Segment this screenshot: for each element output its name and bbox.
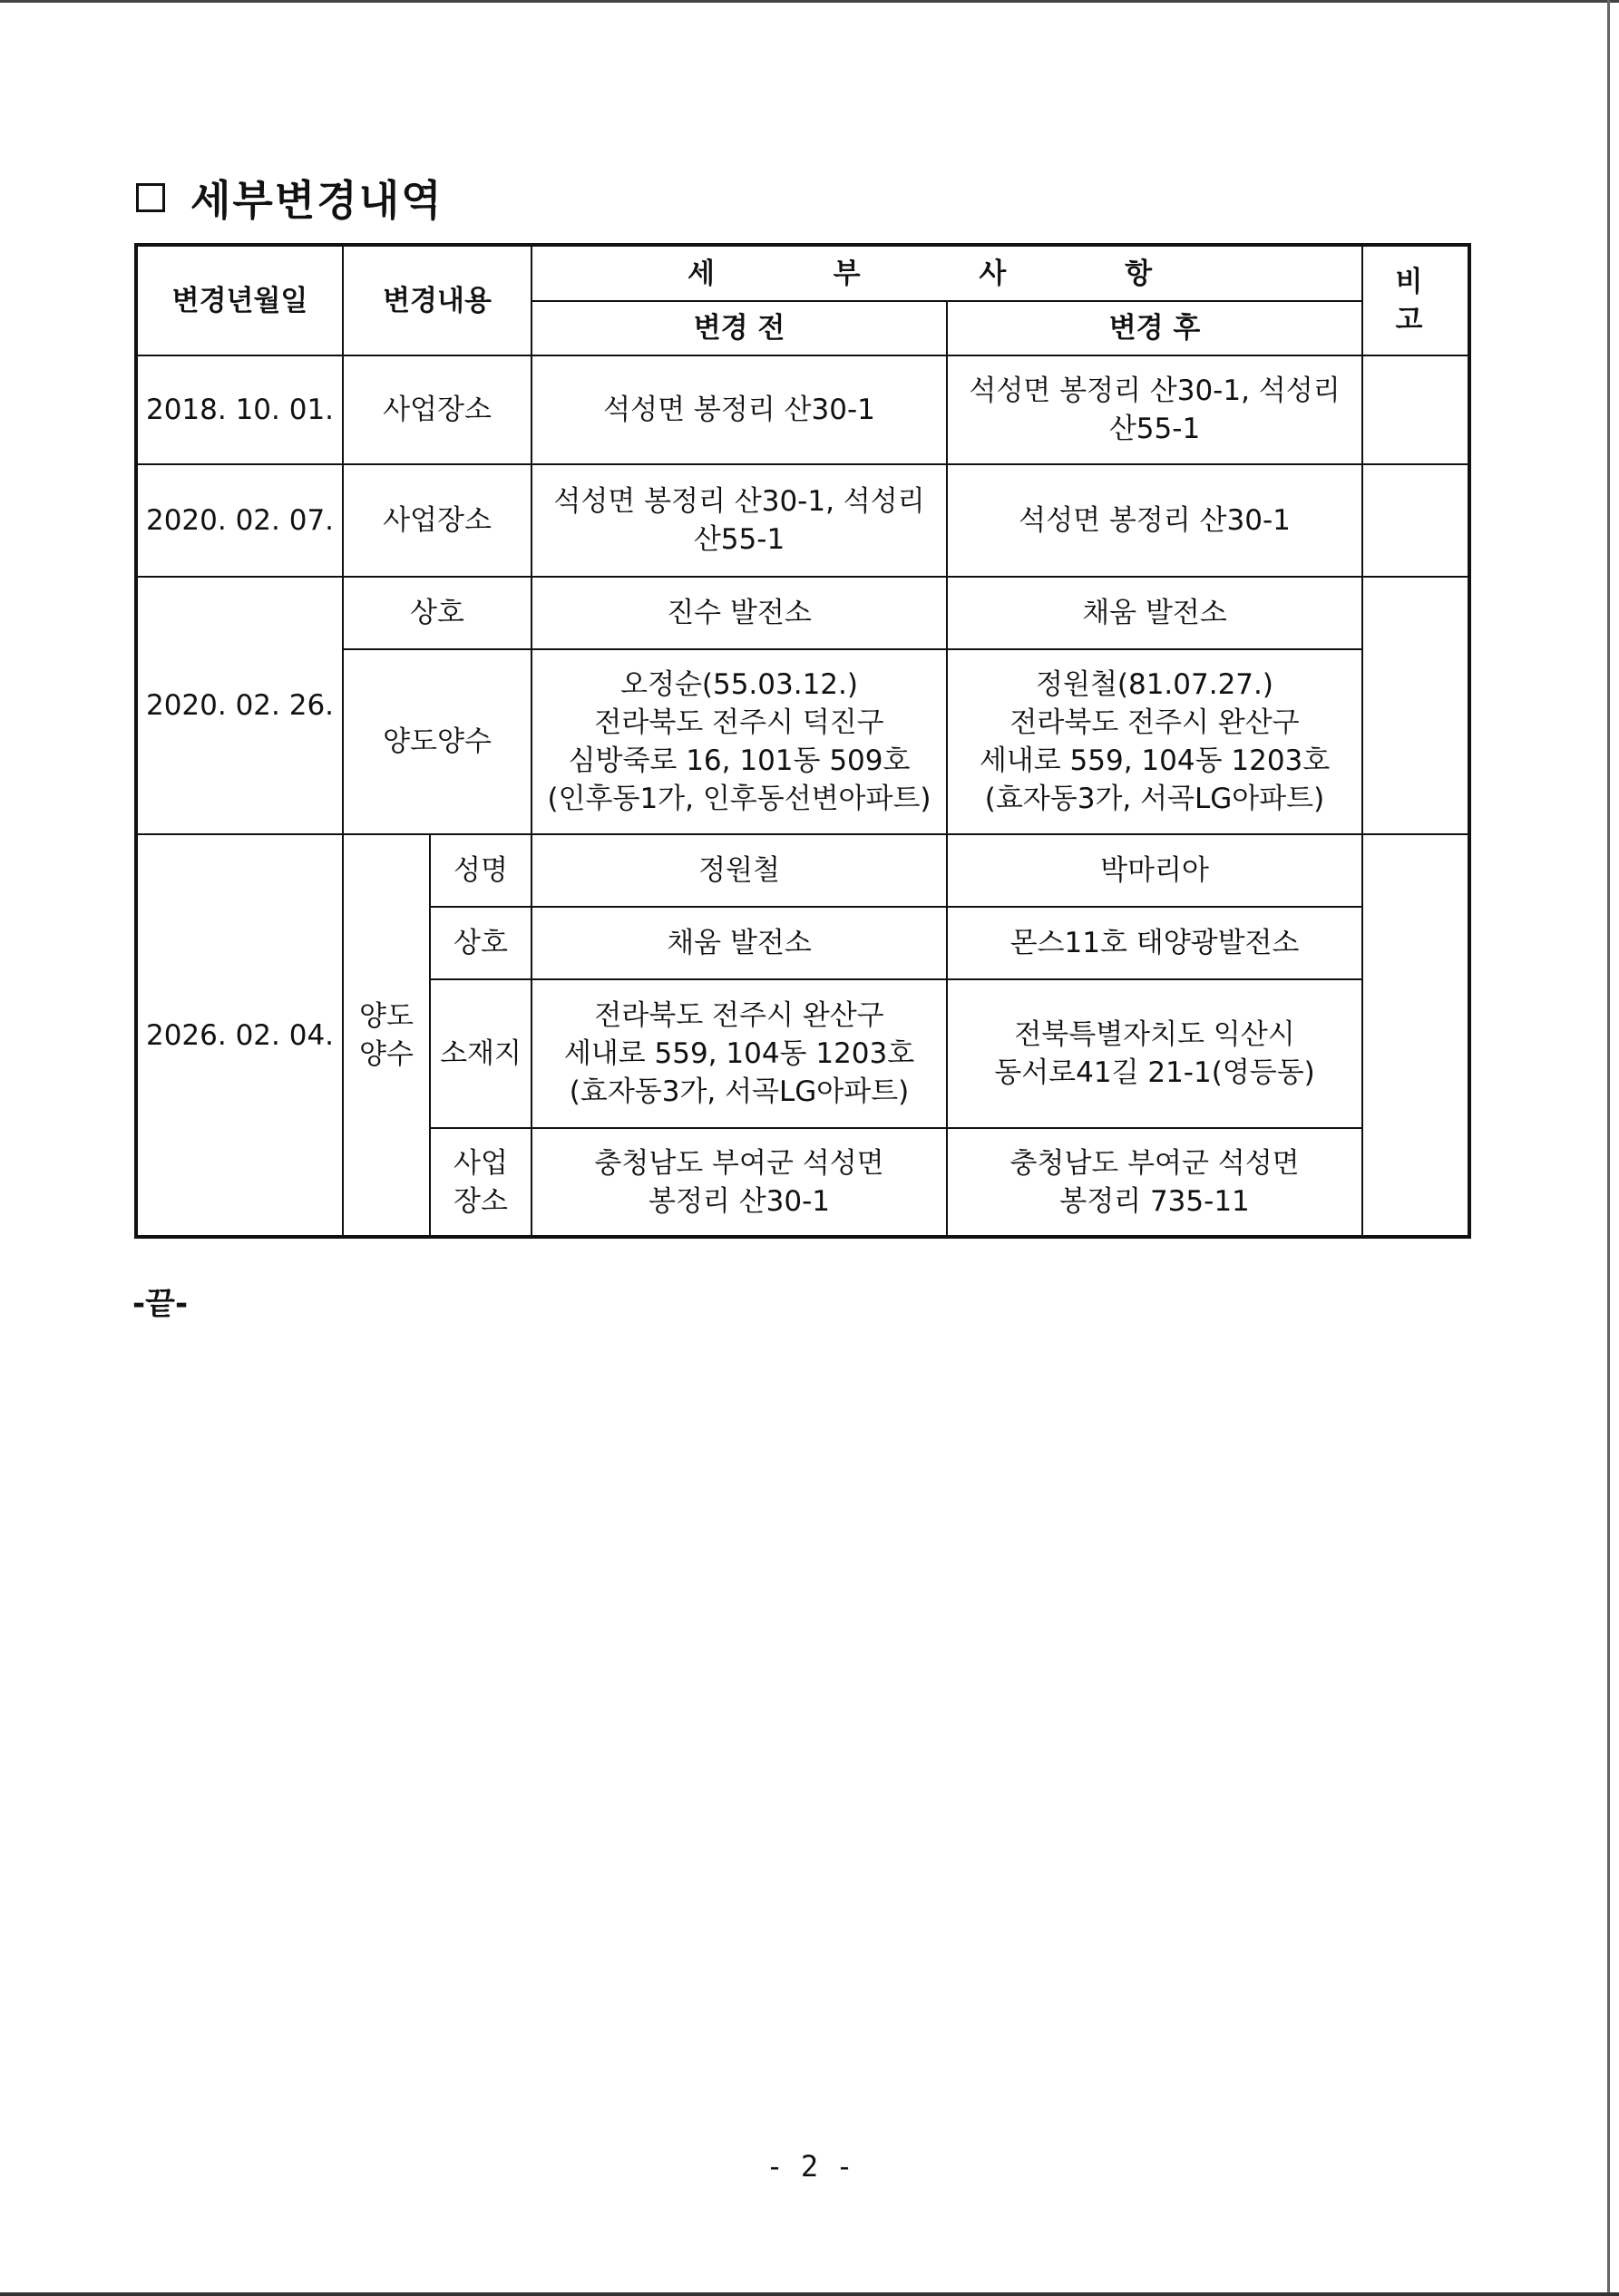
change-details-table: [134, 243, 1471, 1239]
header-after: 변경 후: [947, 301, 1362, 355]
line: 사업: [454, 1146, 508, 1180]
cell-date: 2020. 02. 26.: [136, 577, 343, 834]
cell-after: 채움 발전소: [947, 577, 1362, 649]
table-row: [136, 577, 1469, 649]
header-date: 변경년월일: [136, 245, 343, 355]
header-content: 변경내용: [343, 245, 532, 355]
header-note: 비 고: [1362, 245, 1469, 355]
line: 양도: [359, 999, 414, 1033]
section-title: [136, 168, 444, 228]
cell-note: [1362, 834, 1469, 1237]
section-title-text: 세부변경내역: [190, 176, 444, 225]
cell-before: 진수 발전소: [532, 577, 947, 649]
page-edge-right: [1607, 0, 1610, 2296]
cell-item: 상호: [430, 907, 532, 979]
cell-before: [532, 979, 947, 1128]
cell-group: [343, 834, 430, 1237]
cell-before: 채움 발전소: [532, 907, 947, 979]
cell-before: 정원철: [532, 834, 947, 907]
cell-after: 석성면 봉정리 산30-1: [947, 464, 1362, 577]
line: 정원철(81.07.27.): [1036, 668, 1273, 701]
cell-after: 몬스11호 태양광발전소: [947, 907, 1362, 979]
cell-note: [1362, 577, 1469, 834]
line: 오정순(55.03.12.): [620, 668, 858, 701]
cell-date: 2020. 02. 07.: [136, 464, 343, 577]
end-mark: -끝-: [132, 1286, 189, 1322]
header-detail: 세 부 사 항: [532, 245, 1362, 301]
cell-before: 석성면 봉정리 산30-1: [532, 355, 947, 464]
line: 심방죽로 16, 101동 509호: [568, 744, 911, 777]
line: (효자동3가, 서곡LG아파트): [569, 1075, 910, 1108]
cell-after: [947, 1128, 1362, 1237]
cell-before: [532, 649, 947, 834]
line: 전북특별자치도 익산시: [1014, 1018, 1295, 1051]
table-row: [136, 355, 1469, 464]
page-number: - 2 -: [766, 2149, 853, 2184]
table-row: [136, 464, 1469, 577]
line: 동서로41길 21-1(영등동): [994, 1056, 1315, 1089]
page-edge-bottom: [0, 2292, 1619, 2296]
cell-date: 2018. 10. 01.: [136, 355, 343, 464]
cell-item: 양도양수: [343, 649, 532, 834]
header-before: 변경 전: [532, 301, 947, 355]
line: 전라북도 전주시 완산구: [1009, 706, 1300, 739]
line: 봉정리 산30-1: [649, 1184, 831, 1218]
cell-after: [947, 649, 1362, 834]
header-row-1: [136, 245, 1469, 301]
cell-item: 상호: [343, 577, 532, 649]
checkbox-icon: [136, 183, 165, 212]
line: 장소: [454, 1184, 508, 1218]
cell-item: 사업장소: [343, 355, 532, 464]
line: 양수: [359, 1037, 414, 1071]
cell-after: [947, 979, 1362, 1128]
cell-before: [532, 1128, 947, 1237]
line: 세내로 559, 104동 1203호: [979, 744, 1331, 777]
line: 전라북도 전주시 덕진구: [594, 706, 884, 739]
table-row: [136, 834, 1469, 907]
cell-item: [430, 1128, 532, 1237]
cell-date: 2026. 02. 04.: [136, 834, 343, 1237]
cell-before: 석성면 봉정리 산30-1, 석성리 산55-1: [532, 464, 947, 577]
line: (인후동1가, 인후동선변아파트): [547, 783, 931, 815]
page-edge-top: [0, 0, 1619, 3]
line: 봉정리 735-11: [1059, 1184, 1250, 1218]
cell-after: 석성면 봉정리 산30-1, 석성리 산55-1: [947, 355, 1362, 464]
cell-after: 박마리아: [947, 834, 1362, 907]
cell-note: [1362, 464, 1469, 577]
cell-note: [1362, 355, 1469, 464]
cell-item: 사업장소: [343, 464, 532, 577]
line: 충청남도 부여군 석성면: [1009, 1146, 1300, 1180]
line: (효자동3가, 서곡LG아파트): [984, 783, 1325, 815]
cell-item: 소재지: [430, 979, 532, 1128]
line: 충청남도 부여군 석성면: [594, 1146, 884, 1180]
line: 전라북도 전주시 완산구: [594, 999, 884, 1032]
cell-item: 성명: [430, 834, 532, 907]
line: 세내로 559, 104동 1203호: [563, 1037, 915, 1070]
